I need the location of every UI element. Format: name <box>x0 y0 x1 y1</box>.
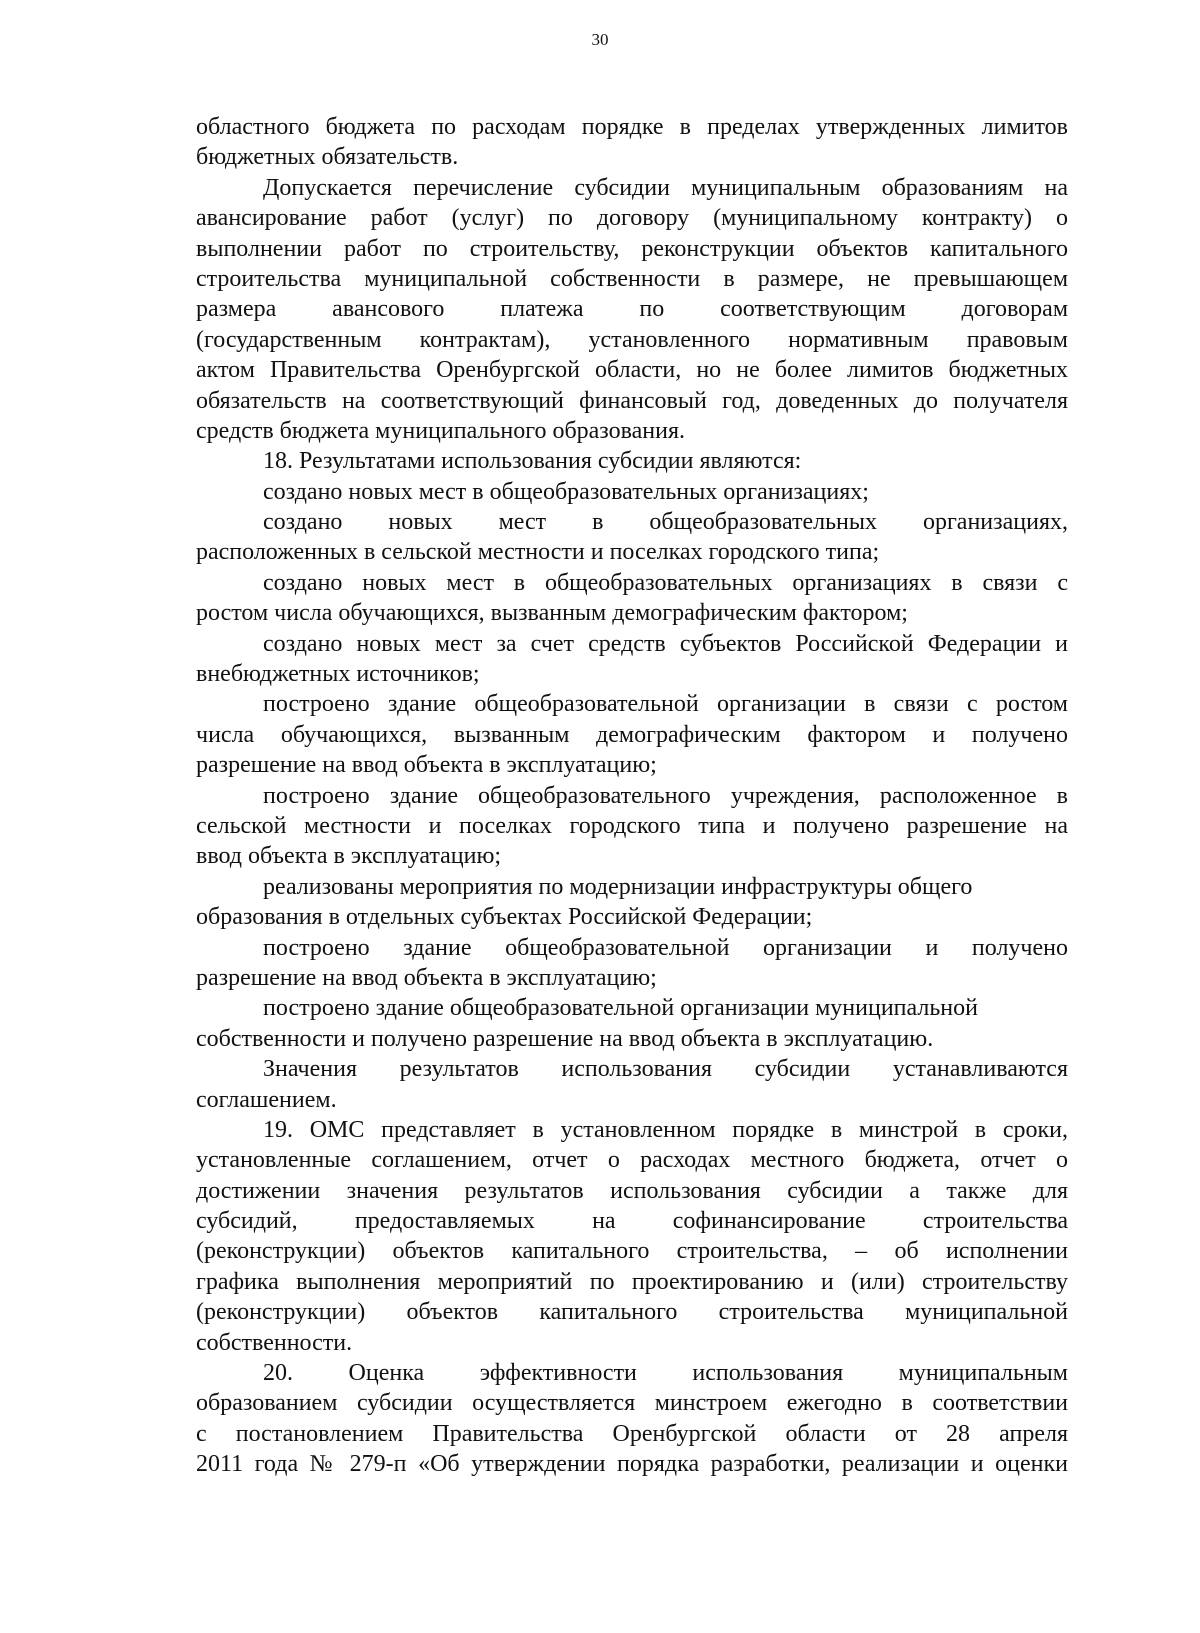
text-line: числа обучающихся, вызванным демографическим фактором и получено <box>196 721 1068 748</box>
text-line: (реконструкции) объектов капитального строительства муниципальной <box>196 1299 1068 1326</box>
text-line: ввод объекта в эксплуатацию; <box>196 843 502 870</box>
document-body <box>196 112 1068 1480</box>
text-line: создано новых мест в общеобразовательных организациях в связи с <box>263 569 1068 596</box>
text-line: внебюджетных источников; <box>196 661 480 688</box>
text-line: ростом числа обучающихся, вызванным демографическим фактором; <box>196 600 908 627</box>
text-line: расположенных в сельской местности и поселках городского типа; <box>196 539 880 566</box>
text-line: Допускается перечисление субсидии муниципальным образованиям на <box>263 174 1068 201</box>
text-line: актом Правительства Оренбургской области, но не более лимитов бюджетных <box>196 357 1068 384</box>
text-line: (государственным контрактам), установленного нормативным правовым <box>196 326 1068 353</box>
text-line: 20. Оценка эффективности использования муниципальным <box>263 1360 1068 1387</box>
text-line: строительства муниципальной собственности в размере, не превышающем <box>196 265 1068 292</box>
text-line: разрешение на ввод объекта в эксплуатацию; <box>196 964 657 991</box>
text-line: 18. Результатами использования субсидии являются: <box>263 448 802 475</box>
text-line: с постановлением Правительства Оренбургской области от 28 апреля <box>196 1420 1068 1447</box>
text-line: 2011 года № 279-п «Об утверждении порядка разработки, реализации и оценки <box>196 1451 1068 1478</box>
text-line: областного бюджета по расходам порядке в пределах утвержденных лимитов <box>196 114 1068 140</box>
text-line: построено здание общеобразовательной организации муниципальной <box>263 995 978 1022</box>
text-line: (реконструкции) объектов капитального строительства, – об исполнении <box>196 1238 1068 1265</box>
text-line: средств бюджета муниципального образования. <box>196 417 686 444</box>
text-line: создано новых мест за счет средств субъектов Российской Федерации и <box>263 630 1068 657</box>
text-line: Значения результатов использования субсидии устанавливаются <box>263 1056 1068 1083</box>
text-line: 19. ОМС представляет в установленном порядке в минстрой в сроки, <box>263 1116 1068 1143</box>
text-line: образованием субсидии осуществляется минстроем ежегодно в соответствии <box>196 1390 1068 1417</box>
text-line: сельской местности и поселках городского типа и получено разрешение на <box>196 812 1068 839</box>
text-line: создано новых мест в общеобразовательных организациях; <box>263 478 869 505</box>
text-line: разрешение на ввод объекта в эксплуатацию; <box>196 752 657 779</box>
text-line: создано новых мест в общеобразовательных организациях, <box>263 509 1068 536</box>
text-line: бюджетных обязательств. <box>196 144 459 171</box>
text-line: построено здание общеобразовательного учреждения, расположенное в <box>263 782 1068 809</box>
text-line: графика выполнения мероприятий по проектированию и (или) строительству <box>196 1268 1068 1295</box>
text-line: образования в отдельных субъектах Российской Федерации; <box>196 904 813 931</box>
text-line: реализованы мероприятия по модернизации инфраструктуры общего <box>263 873 973 900</box>
text-line: субсидий, предоставляемых на софинансирование строительства <box>196 1208 1068 1235</box>
text-line: обязательств на соответствующий финансовый год, доведенных до получателя <box>196 387 1068 414</box>
text-line: построено здание общеобразовательной организации в связи с ростом <box>263 691 1068 718</box>
text-line: собственности. <box>196 1329 353 1356</box>
page-number: 30 <box>591 30 609 49</box>
text-line: достижении значения результатов использования субсидии а также для <box>196 1177 1068 1204</box>
text-line: собственности и получено разрешение на ввод объекта в эксплуатацию. <box>196 1025 934 1052</box>
text-line: соглашением. <box>196 1086 337 1113</box>
text-line: выполнении работ по строительству, реконструкции объектов капитального <box>196 235 1068 262</box>
text-line: авансирование работ (услуг) по договору (муниципальному контракту) о <box>196 205 1068 232</box>
text-line: построено здание общеобразовательной организации и получено <box>263 934 1068 961</box>
text-line: размера авансового платежа по соответствующим договорам <box>196 296 1068 323</box>
text-line: установленные соглашением, отчет о расходах местного бюджета, отчет о <box>196 1147 1068 1174</box>
